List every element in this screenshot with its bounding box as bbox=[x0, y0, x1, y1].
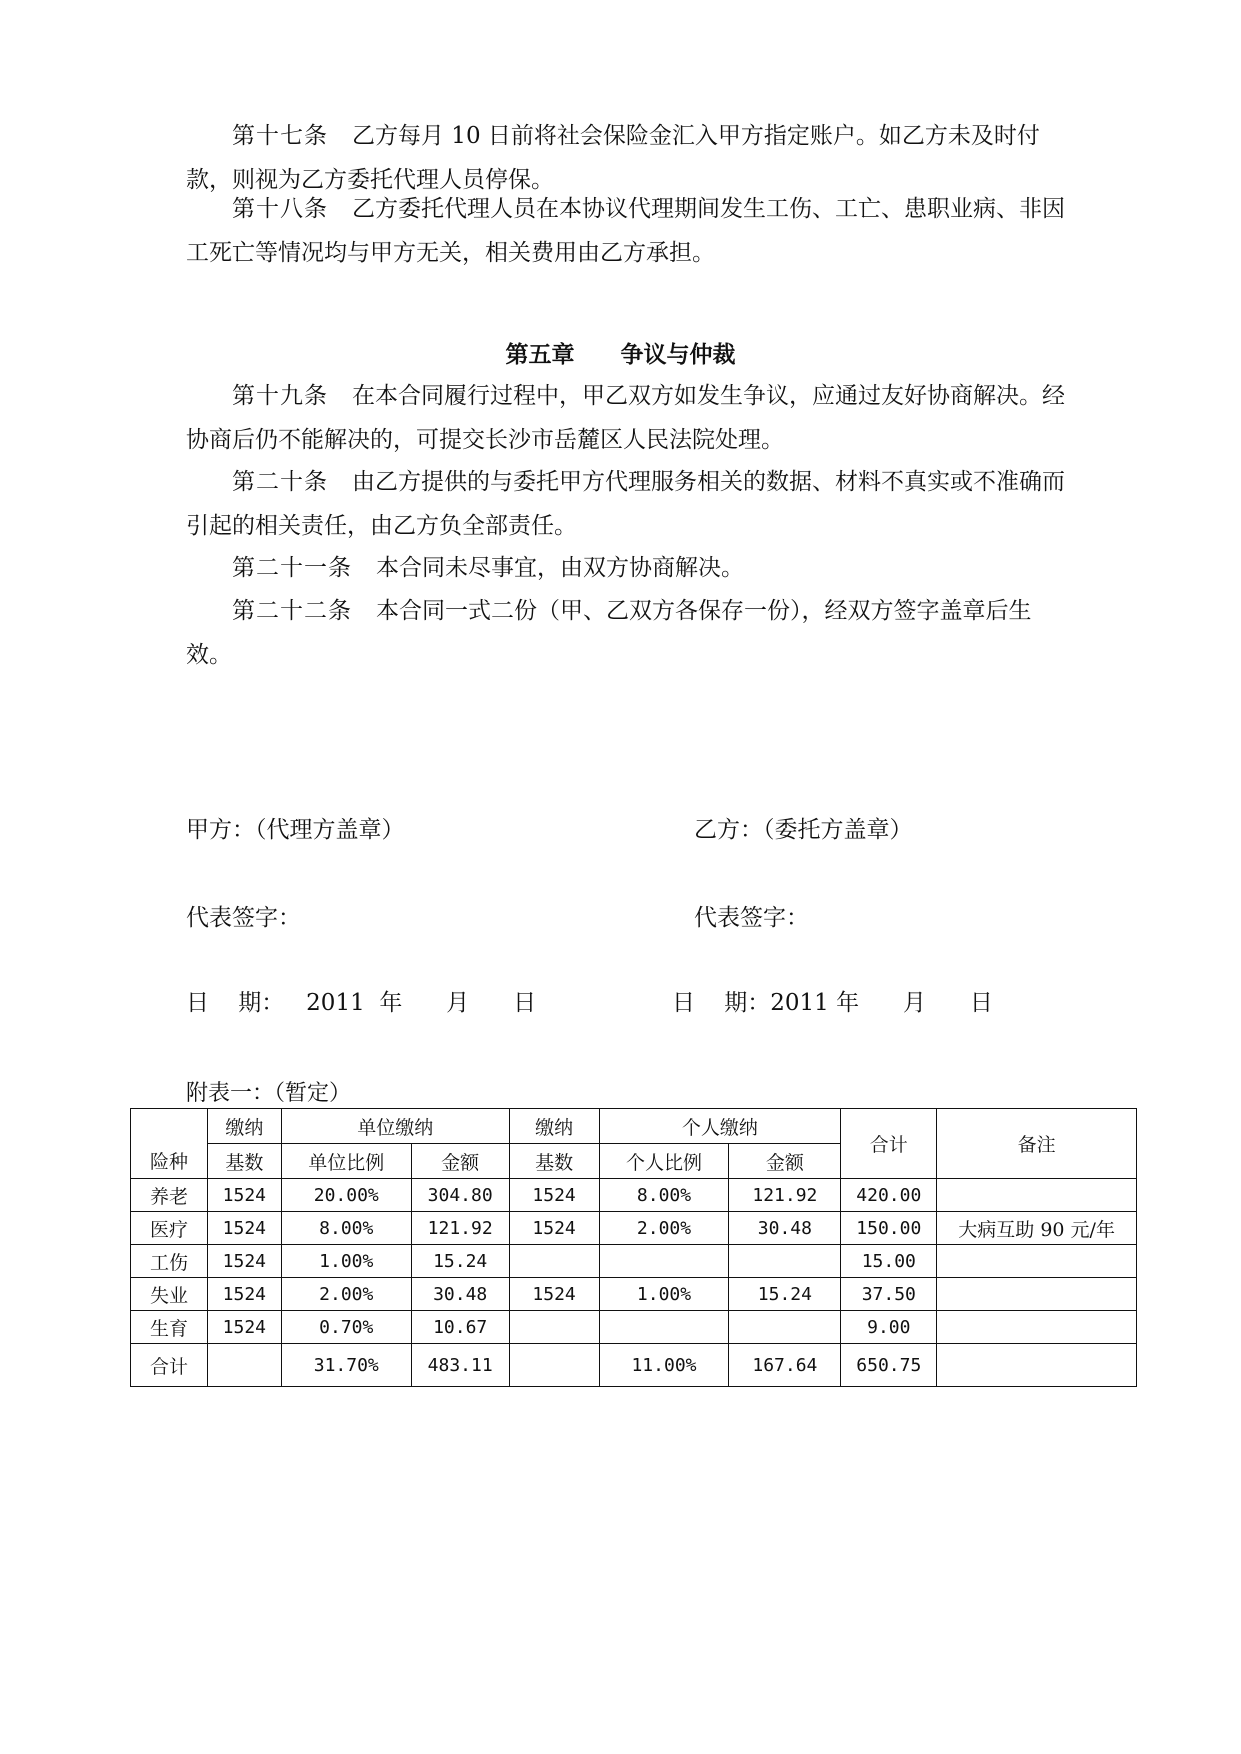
cell-total: 650.75 bbox=[841, 1344, 937, 1387]
party-b-date: 日 期：2011 年 月 日 bbox=[672, 990, 993, 1016]
cell-base: 1524 bbox=[207, 1278, 281, 1311]
cell-base: 1524 bbox=[207, 1245, 281, 1278]
article-text: 乙方每月 10 日前将社会保险金汇入甲方指定账户。如乙方未及时付款，则视为乙方委托代理人员停保。 bbox=[186, 123, 1040, 193]
article-number: 第十九条 bbox=[232, 383, 328, 409]
cell-pers-base bbox=[509, 1245, 599, 1278]
cell-note bbox=[937, 1344, 1137, 1387]
party-b-seal: 乙方：（委托方盖章） bbox=[694, 817, 913, 843]
table-row bbox=[131, 1179, 1137, 1212]
cell-type: 生育 bbox=[131, 1311, 208, 1344]
cell-pers-rate: 8.00% bbox=[599, 1179, 729, 1212]
cell-unit-rate: 2.00% bbox=[281, 1278, 411, 1311]
cell-unit-amount: 121.92 bbox=[411, 1212, 509, 1245]
cell-pers-amount: 30.48 bbox=[729, 1212, 841, 1245]
cell-pers-amount bbox=[729, 1311, 841, 1344]
table-row bbox=[131, 1311, 1137, 1344]
cell-pers-amount: 15.24 bbox=[729, 1278, 841, 1311]
cell-total: 420.00 bbox=[841, 1179, 937, 1212]
chapter-heading bbox=[0, 336, 1241, 369]
header-pers-amount: 金额 bbox=[729, 1144, 841, 1179]
table-header-row bbox=[131, 1109, 1137, 1144]
cell-pers-base: 1524 bbox=[509, 1212, 599, 1245]
cell-base: 1524 bbox=[207, 1212, 281, 1245]
party-a-date: 日 期： 2011 年 月 日 bbox=[186, 990, 537, 1016]
cell-note bbox=[937, 1278, 1137, 1311]
cell-pers-amount: 121.92 bbox=[729, 1179, 841, 1212]
cell-pers-base bbox=[509, 1344, 599, 1387]
cell-pers-rate: 1.00% bbox=[599, 1278, 729, 1311]
article-number: 第二十条 bbox=[232, 469, 328, 495]
cell-type: 工伤 bbox=[131, 1245, 208, 1278]
party-a-seal: 甲方：（代理方盖章） bbox=[186, 817, 405, 843]
cell-type: 失业 bbox=[131, 1278, 208, 1311]
cell-pers-base bbox=[509, 1311, 599, 1344]
article-19 bbox=[186, 374, 1066, 462]
cell-pers-amount: 167.64 bbox=[729, 1344, 841, 1387]
header-pers-base-top: 缴纳 bbox=[509, 1109, 599, 1144]
cell-pers-rate bbox=[599, 1245, 729, 1278]
article-number: 第二十二条 bbox=[232, 598, 352, 624]
article-21 bbox=[186, 546, 1066, 590]
cell-unit-amount: 10.67 bbox=[411, 1311, 509, 1344]
cell-type: 医疗 bbox=[131, 1212, 208, 1245]
cell-unit-amount: 30.48 bbox=[411, 1278, 509, 1311]
cell-base: 1524 bbox=[207, 1311, 281, 1344]
cell-note bbox=[937, 1179, 1137, 1212]
article-20 bbox=[186, 460, 1066, 548]
article-22 bbox=[186, 589, 1066, 677]
article-text: 乙方委托代理人员在本协议代理期间发生工伤、工亡、患职业病、非因工死亡等情况均与甲方无关，相关费用由乙方承担。 bbox=[186, 196, 1065, 266]
article-number: 第二十一条 bbox=[232, 555, 352, 581]
table-caption: 附表一：（暂定） bbox=[186, 1081, 352, 1106]
cell-unit-rate: 31.70% bbox=[281, 1344, 411, 1387]
article-number: 第十八条 bbox=[232, 196, 328, 222]
cell-base: 1524 bbox=[207, 1179, 281, 1212]
cell-pers-base: 1524 bbox=[509, 1179, 599, 1212]
table-total-row bbox=[131, 1344, 1137, 1387]
header-base-bottom: 基数 bbox=[207, 1144, 281, 1179]
header-pers-rate: 个人比例 bbox=[599, 1144, 729, 1179]
cell-unit-rate: 8.00% bbox=[281, 1212, 411, 1245]
cell-type: 养老 bbox=[131, 1179, 208, 1212]
header-base-top: 缴纳 bbox=[207, 1109, 281, 1144]
cell-pers-base: 1524 bbox=[509, 1278, 599, 1311]
cell-pers-rate bbox=[599, 1311, 729, 1344]
chapter-title: 争议与仲裁 bbox=[620, 342, 736, 368]
cell-note: 大病互助 90 元/年 bbox=[937, 1212, 1137, 1245]
cell-unit-rate: 20.00% bbox=[281, 1179, 411, 1212]
header-unit-amount: 金额 bbox=[411, 1144, 509, 1179]
cell-total: 37.50 bbox=[841, 1278, 937, 1311]
header-pers-base-bottom: 基数 bbox=[509, 1144, 599, 1179]
cell-type: 合计 bbox=[131, 1344, 208, 1387]
article-text: 在本合同履行过程中，甲乙双方如发生争议，应通过友好协商解决。经协商后仍不能解决的，可提交长沙市岳麓区人民法院处理。 bbox=[186, 383, 1065, 453]
cell-total: 15.00 bbox=[841, 1245, 937, 1278]
cell-note bbox=[937, 1245, 1137, 1278]
cell-unit-rate: 0.70% bbox=[281, 1311, 411, 1344]
table-row bbox=[131, 1278, 1137, 1311]
article-text: 本合同一式二份（甲、乙双方各保存一份），经双方签字盖章后生效。 bbox=[186, 598, 1032, 668]
table-row bbox=[131, 1245, 1137, 1278]
header-personal-group: 个人缴纳 bbox=[599, 1109, 841, 1144]
cell-base bbox=[207, 1344, 281, 1387]
cell-pers-rate: 11.00% bbox=[599, 1344, 729, 1387]
article-text: 本合同未尽事宜，由双方协商解决。 bbox=[376, 555, 744, 581]
cell-total: 9.00 bbox=[841, 1311, 937, 1344]
header-unit-rate: 单位比例 bbox=[281, 1144, 411, 1179]
table-row bbox=[131, 1212, 1137, 1245]
article-text: 由乙方提供的与委托甲方代理服务相关的数据、材料不真实或不准确而引起的相关责任，由乙方负全部责任。 bbox=[186, 469, 1065, 539]
header-unit-group: 单位缴纳 bbox=[281, 1109, 509, 1144]
cell-unit-rate: 1.00% bbox=[281, 1245, 411, 1278]
chapter-number: 第五章 bbox=[505, 342, 575, 368]
cell-pers-amount bbox=[729, 1245, 841, 1278]
insurance-table bbox=[130, 1108, 1137, 1387]
cell-unit-amount: 15.24 bbox=[411, 1245, 509, 1278]
party-a-representative: 代表签字： bbox=[186, 905, 301, 931]
article-number: 第十七条 bbox=[232, 123, 328, 149]
cell-unit-amount: 483.11 bbox=[411, 1344, 509, 1387]
article-18 bbox=[186, 187, 1066, 275]
party-b-representative: 代表签字： bbox=[694, 905, 809, 931]
header-note: 备注 bbox=[937, 1109, 1137, 1179]
cell-total: 150.00 bbox=[841, 1212, 937, 1245]
header-type: 险种 bbox=[131, 1109, 208, 1179]
cell-note bbox=[937, 1311, 1137, 1344]
cell-unit-amount: 304.80 bbox=[411, 1179, 509, 1212]
header-total: 合计 bbox=[841, 1109, 937, 1179]
cell-pers-rate: 2.00% bbox=[599, 1212, 729, 1245]
